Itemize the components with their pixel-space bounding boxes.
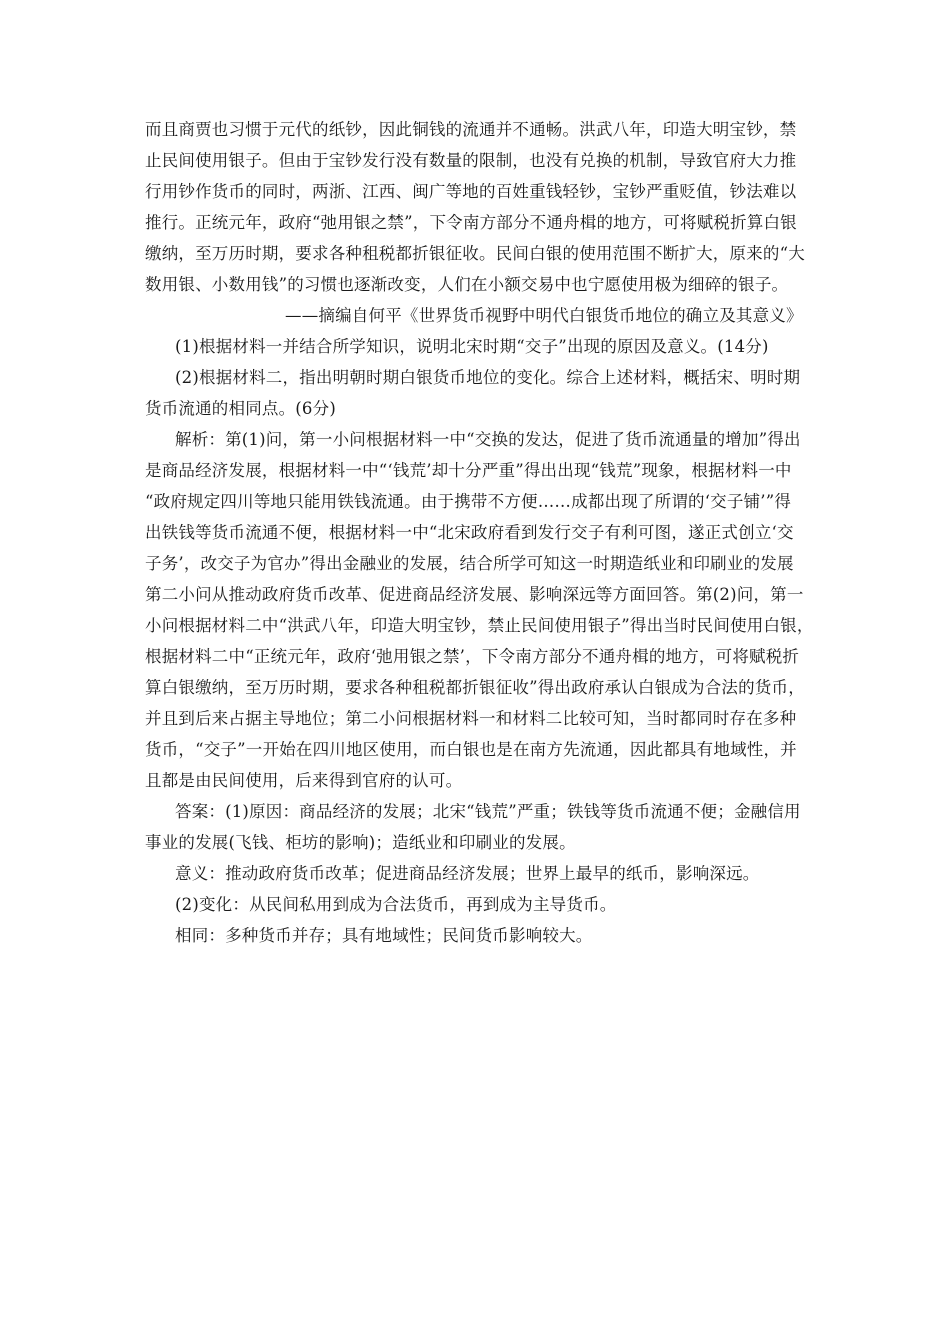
answer-change: (2)变化：从民间私用到成为合法货币，再到成为主导货币。 [175, 895, 617, 914]
analysis-line-8: 根据材料二中“正统元年，政府‘弛用银之禁’，下令南方部分不通舟楫的地方，可将赋税折 [145, 647, 800, 666]
analysis-line-2: 是商品经济发展，根据材料一中“‘钱荒’却十分严重”得出出现“钱荒”现象，根据材料一中 [145, 461, 792, 480]
analysis-line-3: “政府规定四川等地只能用铁钱流通。由于携带不方便……成都出现了所谓的‘交子铺’”得 [145, 492, 792, 511]
question-2-line-1: (2)根据材料二，指出明朝时期白银货币地位的变化。综合上述材料，概括宋、明时期 [175, 368, 801, 387]
material-two-line-2: 止民间使用银子。但由于宝钞发行没有数量的限制，也没有兑换的机制，导致官府大力推 [145, 151, 797, 170]
analysis-line-12: 且都是由民间使用，后来得到官府的认可。 [145, 771, 463, 790]
material-two-line-4: 推行。正统元年，政府“弛用银之禁”，下令南方部分不通舟楫的地方，可将赋税折算白银 [145, 213, 797, 232]
material-two-line-6: 数用银、小数用钱”的习惯也逐渐改变，人们在小额交易中也宁愿使用极为细碎的银子。 [145, 275, 789, 294]
material-two-line-3: 行用钞作货币的同时，两浙、江西、闽广等地的百姓重钱轻钞，宝钞严重贬值，钞法难以 [145, 182, 797, 201]
analysis-line-1: 解析：第(1)问，第一小问根据材料一中“交换的发达，促进了货币流通量的增加”得出 [175, 430, 801, 449]
source-citation: ——摘编自何平《世界货币视野中明代白银货币地位的确立及其意义》 [285, 306, 803, 325]
answer-line-1: 答案：(1)原因：商品经济的发展；北宋“钱荒”严重；铁钱等货币流通不便；金融信用 [175, 802, 801, 821]
analysis-line-6: 第二小问从推动政府货币改革、促进商品经济发展、影响深远等方面回答。第(2)问，第一 [145, 585, 804, 604]
analysis-line-10: 并且到后来占据主导地位；第二小问根据材料一和材料二比较可知，当时都同时存在多种 [145, 709, 797, 728]
question-1: (1)根据材料一并结合所学知识，说明北宋时期“交子”出现的原因及意义。(14分) [175, 337, 769, 356]
material-two-line-1: 而且商贾也习惯于元代的纸钞，因此铜钱的流通并不通畅。洪武八年，印造大明宝钞，禁 [145, 120, 797, 139]
analysis-line-7: 小问根据材料二中“洪武八年，印造大明宝钞，禁止民间使用银子”得出当时民间使用白银， [145, 616, 814, 635]
material-two-line-5: 缴纳，至万历时期，要求各种租税都折银征收。民间白银的使用范围不断扩大，原来的“大 [145, 244, 805, 263]
answer-line-2: 事业的发展(飞钱、柜坊的影响)；造纸业和印刷业的发展。 [145, 833, 576, 852]
analysis-line-9: 算白银缴纳，至万历时期，要求各种租税都折银征收”得出政府承认白银成为合法的货币， [145, 678, 805, 697]
answer-similarity: 相同：多种货币并存；具有地域性；民间货币影响较大。 [175, 926, 593, 945]
analysis-line-11: 货币，“交子”一开始在四川地区使用，而白银也是在南方先流通，因此都具有地域性，并 [145, 740, 797, 759]
analysis-line-4: 出铁钱等货币流通不便，根据材料一中“北宋政府看到发行交子有利可图，遂正式创立‘交 [145, 523, 794, 542]
question-2-line-2: 货币流通的相同点。(6分) [145, 399, 336, 418]
answer-significance: 意义：推动政府货币改革；促进商品经济发展；世界上最早的纸币，影响深远。 [175, 864, 760, 883]
analysis-line-5: 子务’，改交子为官办”得出金融业的发展，结合所学可知这一时期造纸业和印刷业的发展 [145, 554, 794, 573]
